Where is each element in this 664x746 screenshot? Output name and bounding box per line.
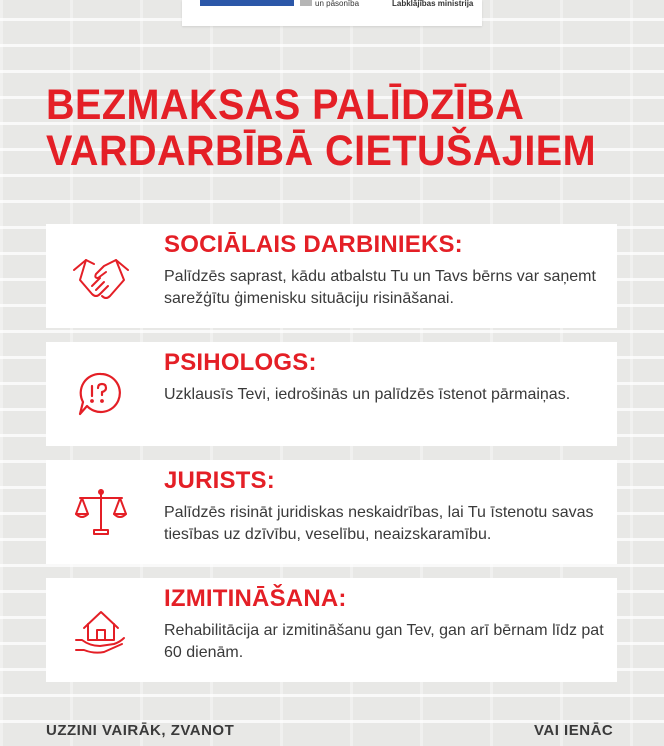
eu-flag-logo (200, 0, 294, 6)
handshake-icon (70, 246, 132, 308)
service-card-lawyer (46, 460, 617, 564)
page-title (46, 82, 598, 174)
speech-bubble-icon (70, 364, 132, 426)
headline-line-1: BEZMAKSAS PALĪDZĪBA (46, 81, 525, 129)
scales-icon (70, 482, 132, 544)
service-description: Rehabilitācija ar izmitināšanu gan Tev, gan arī bērnam līdz pat 60 dienām. (164, 622, 604, 661)
logo-bar (182, 0, 482, 26)
house-hand-icon (70, 600, 132, 662)
service-description: Palīdzēs saprast, kādu atbalstu Tu un Tavs bērns var saņemt sarežģītu ģimenisku situāciju risināšanai. (164, 268, 596, 307)
logo-text-ministry: Labklājības ministrija (392, 0, 474, 8)
service-card-psychologist (46, 342, 617, 446)
headline-line-2: VARDARBĪBĀ CIETUŠAJIEM (46, 127, 597, 175)
service-title: JURISTS: (164, 467, 275, 494)
logo-text-left: un pāsonība (315, 0, 360, 8)
service-title: SOCIĀLAIS DARBINIEKS: (164, 231, 463, 258)
logo-mark (300, 0, 312, 6)
service-description: Palīdzēs risināt juridiskas neskaidrības, lai Tu īstenotu savas tiesības uz dzīvību, veselību, neaizskaramību. (164, 504, 594, 543)
service-card-social-worker (46, 224, 617, 328)
footer-visit-text: VAI IENĀC (534, 722, 614, 739)
service-title: PSIHOLOGS: (164, 349, 317, 376)
footer-call-text: UZZINI VAIRĀK, ZVANOT (46, 722, 235, 739)
service-description: Uzklausīs Tevi, iedrošinās un palīdzēs īstenot pārmaiņas. (164, 386, 571, 403)
service-card-accommodation (46, 578, 617, 682)
service-title: IZMITINĀŠANA: (164, 585, 347, 612)
